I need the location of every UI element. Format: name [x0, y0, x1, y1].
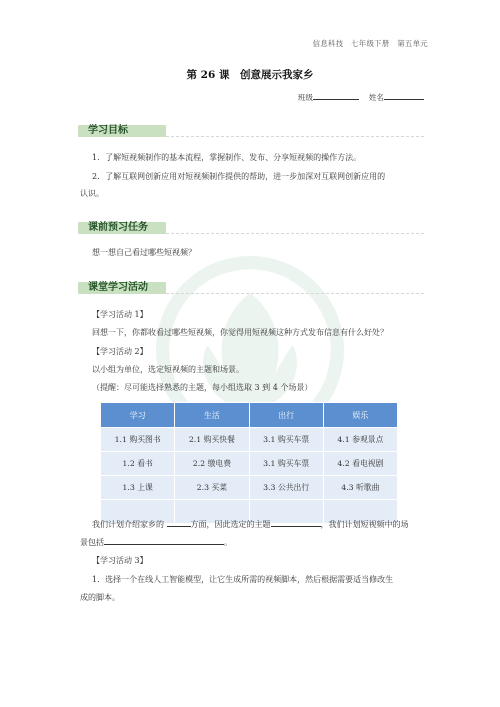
name-blank[interactable]: [384, 91, 424, 100]
topic-scene-table: [100, 402, 398, 524]
table-header-row: [101, 403, 398, 428]
table-header-cell: 娱乐: [323, 403, 397, 428]
activity3-text-line1: 1．选择一个在线人工智能模型，让它生成所需的视频脚本，然后根据需要适当修改生: [92, 575, 394, 584]
preview-task: 想一想自己看过哪些短视频？: [92, 248, 196, 257]
class-label: 班级: [297, 93, 313, 102]
table-cell: 1.1 购买图书: [101, 428, 175, 452]
table-cell: 4.3 听歌曲: [323, 476, 397, 500]
table-row: [101, 428, 398, 452]
section-activities: [78, 278, 424, 296]
fill-in-part3: ，我们计划短视频中的场: [320, 520, 409, 529]
fill-in-part4: 景包括: [80, 538, 104, 547]
activity1-label: 【学习活动 1】: [92, 310, 148, 319]
fill-in-blank-theme[interactable]: [271, 518, 321, 527]
activity3-text-line2: 成的脚本。: [80, 593, 120, 602]
fill-in-blank-scenes[interactable]: [104, 536, 224, 545]
goal-item-2-cont: 认识。: [80, 189, 104, 198]
section-preview: [78, 218, 424, 236]
table-cell: 2.3 买菜: [175, 476, 249, 500]
table-cell: 4.1 参观景点: [323, 428, 397, 452]
table-header-cell: 生活: [175, 403, 249, 428]
fill-in-sentence: [92, 516, 426, 533]
table-row: [101, 476, 398, 500]
table-cell: 1.3 上课: [101, 476, 175, 500]
table-cell: 2.2 缴电费: [175, 452, 249, 476]
goal-item-1: 1．了解短视频制作的基本流程，掌握制作、发布、分享短视频的操作方法。: [92, 153, 362, 162]
section-activities-heading: 课堂学习活动: [88, 282, 148, 293]
table-header-cell: 学习: [101, 403, 175, 428]
table-cell: 3.3 公共出行: [249, 476, 323, 500]
fill-in-part1: 我们计划介绍家乡的: [92, 520, 164, 529]
section-goals-heading: 学习目标: [88, 125, 128, 136]
fill-in-part2: 方面，因此选定的主题: [190, 520, 271, 529]
table-cell: 2.1 购买快餐: [175, 428, 249, 452]
table-row: [101, 452, 398, 476]
book-info: 信息科技 七年级下册 第五单元: [312, 39, 428, 48]
table-header-cell: 出行: [249, 403, 323, 428]
table-cell: 3.1 购买车票: [249, 428, 323, 452]
table-cell: 4.2 看电视剧: [323, 452, 397, 476]
activity2-text: 以小组为单位，选定短视频的主题和场景。: [92, 365, 244, 374]
activity3-label: 【学习活动 3】: [92, 556, 148, 565]
class-name-fields: [298, 91, 424, 103]
table-cell: 3.1 购买车票: [249, 452, 323, 476]
fill-in-blank-aspect[interactable]: [167, 518, 191, 527]
table-cell: 1.2 看书: [101, 452, 175, 476]
section-preview-heading: 课前预习任务: [88, 222, 148, 233]
section-goals: [78, 121, 424, 139]
activity2-hint: （提醒：尽可能选择熟悉的主题，每小组选取 3 到 4 个场景）: [92, 383, 313, 392]
goal-item-2: 2．了解互联网创新应用对短视频制作提供的帮助，进一步加深对互联网创新应用的: [92, 172, 386, 181]
activity2-label: 【学习活动 2】: [92, 347, 148, 356]
activity1-text: 回想一下，你都收看过哪些短视频，你觉得用短视频这种方式发布信息有什么好处？: [92, 328, 388, 337]
fill-in-part5: 。: [224, 538, 232, 547]
name-label: 姓名: [368, 93, 384, 102]
lesson-title: 第 26 课 创意展示我家乡: [186, 69, 314, 81]
fill-in-sentence-cont: [80, 534, 414, 551]
class-blank[interactable]: [313, 91, 359, 100]
